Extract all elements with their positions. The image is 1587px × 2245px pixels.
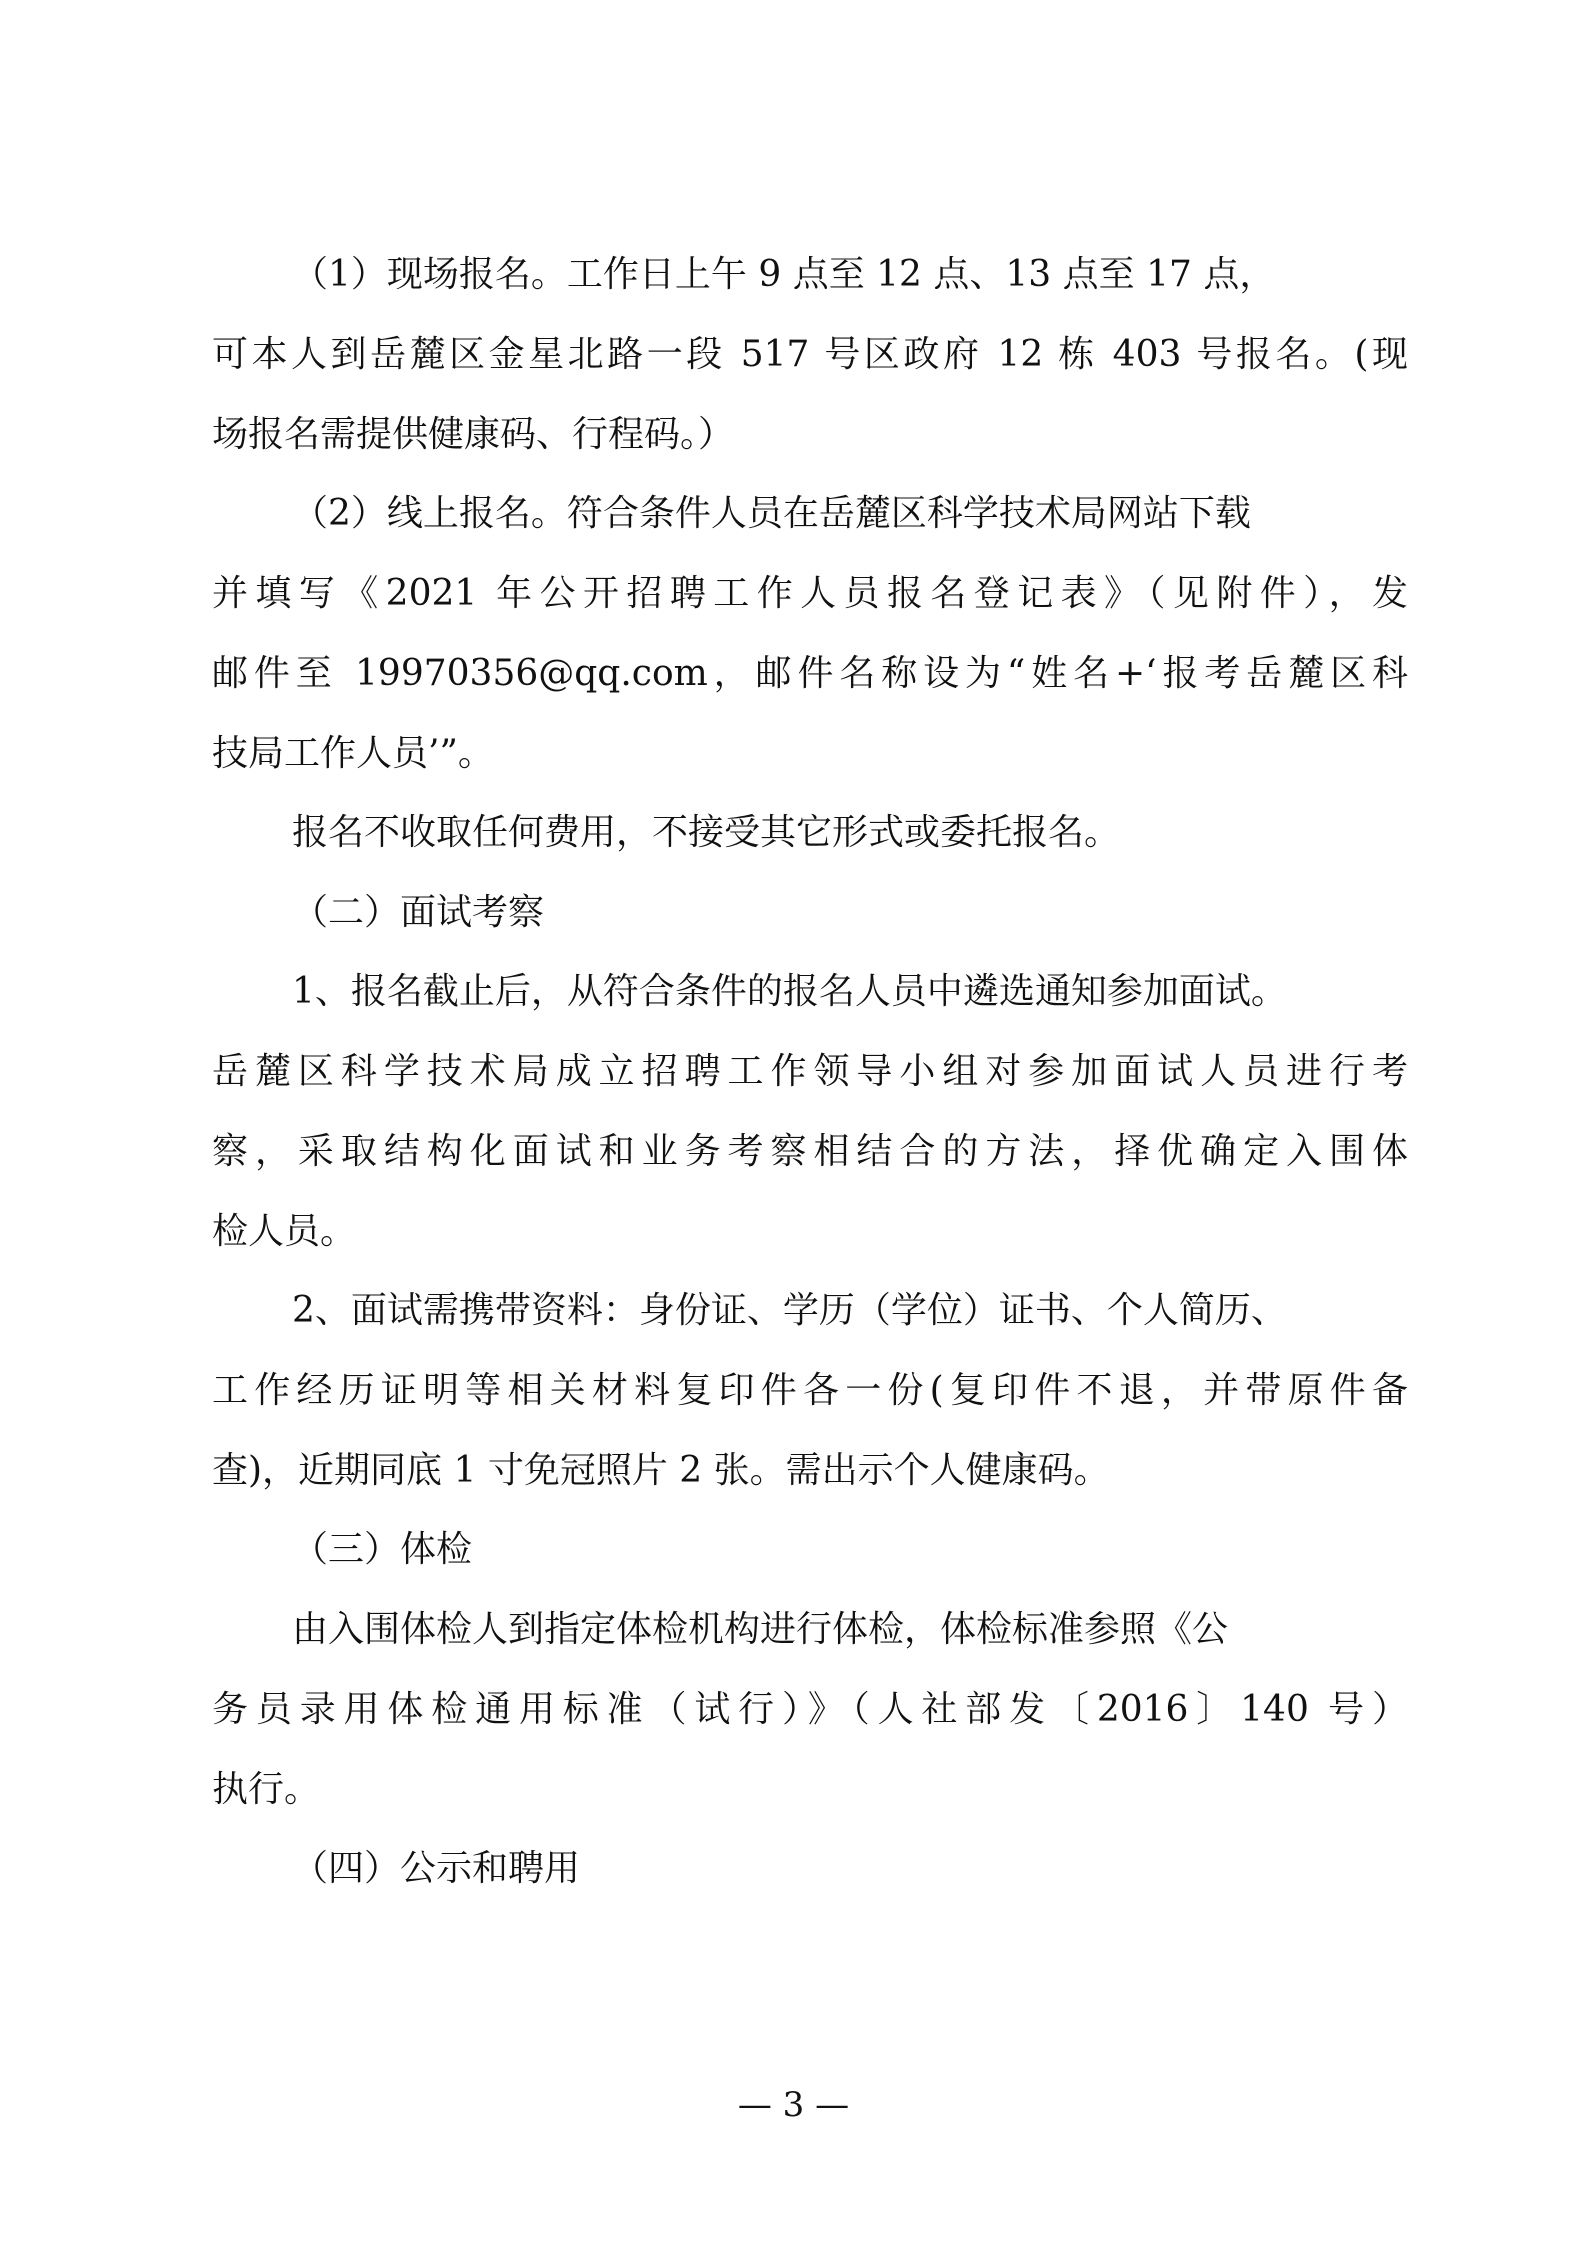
text-line-12: 察，采取结构化面试和业务考察相结合的方法，择优确定入围体 — [212, 1131, 1408, 1172]
text-line-1: （1）现场报名。工作日上午 9 点至 12 点、13 点至 17 点， — [292, 254, 1276, 295]
text-line-15: 工作经历证明等相关材料复印件各一份(复印件不退，并带原件备 — [212, 1370, 1408, 1411]
text-line-19: 务员录用体检通用标准（试行）》（人社部发〔2016〕140 号） — [212, 1689, 1408, 1730]
text-line-5: 并填写《2021 年公开招聘工作人员报名登记表》（见附件），发 — [212, 573, 1408, 614]
text-line-13: 检人员。 — [212, 1211, 357, 1252]
text-line-11: 岳麓区科学技术局成立招聘工作领导小组对参加面试人员进行考 — [212, 1051, 1408, 1092]
text-line-2: 可本人到岳麓区金星北路一段 517 号区政府 12 栋 403 号报名。(现 — [212, 334, 1408, 375]
text-line-7: 技局工作人员’”。 — [212, 733, 494, 774]
text-line-6: 邮件至 19970356@qq.com，邮件名称设为“姓名+‘报考岳麓区科 — [212, 653, 1408, 694]
text-line-20: 执行。 — [212, 1769, 321, 1810]
text-line-3: 场报名需提供健康码、行程码。） — [212, 414, 735, 455]
text-line-10: 1、报名截止后，从符合条件的报名人员中遴选通知参加面试。 — [292, 971, 1287, 1012]
section-heading-publicity: （四）公示和聘用 — [292, 1848, 581, 1889]
text-line-8: 报名不收取任何费用，不接受其它形式或委托报名。 — [292, 812, 1121, 853]
text-line-16: 查)，近期同底 1 寸免冠照片 2 张。需出示个人健康码。 — [212, 1450, 1110, 1491]
text-line-18: 由入围体检人到指定体检机构进行体检，体检标准参照《公 — [292, 1609, 1229, 1650]
text-line-14: 2、面试需携带资料：身份证、学历（学位）证书、个人简历、 — [292, 1290, 1287, 1331]
section-heading-interview: （二）面试考察 — [292, 892, 545, 933]
text-line-4: （2）线上报名。符合条件人员在岳麓区科学技术局网站下载 — [292, 493, 1251, 534]
page-number: — 3 — — [737, 2085, 850, 2125]
section-heading-medical: （三）体检 — [292, 1529, 473, 1570]
